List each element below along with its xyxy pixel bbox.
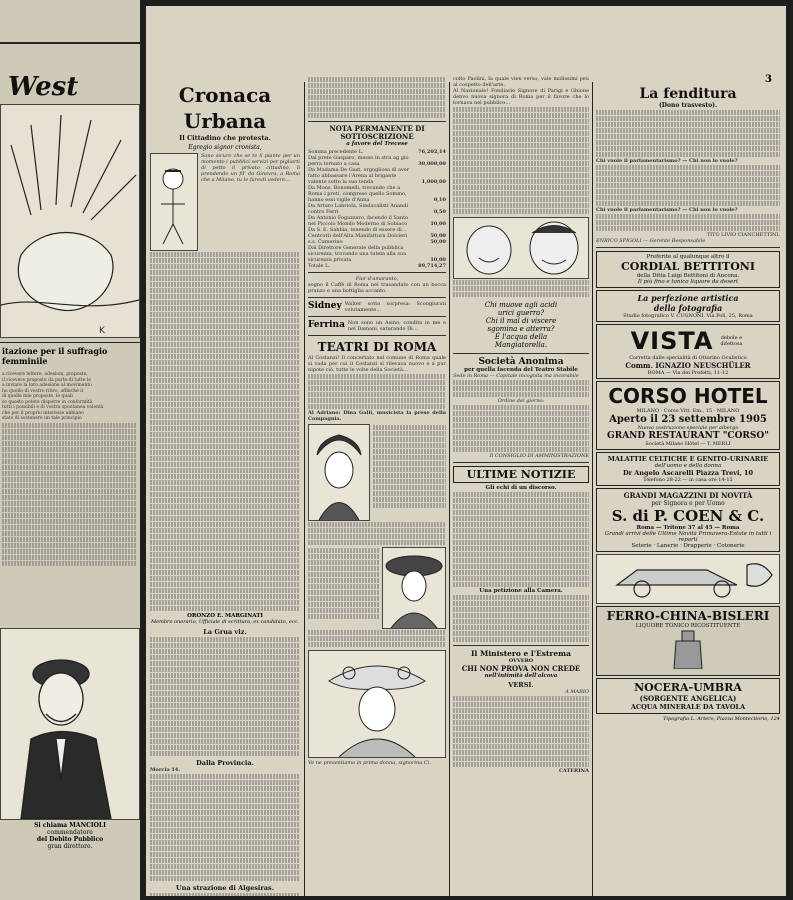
caricature-faces-illustration <box>454 218 588 278</box>
cronaca-section-algesiras: Una strazione di Algesiras. <box>176 884 274 892</box>
left-header-title: West <box>8 72 79 102</box>
ad-fotografia: La perfezione artistica della fotografia Studio fotografico V. CUGNONI, Via Poli, 25, Roma <box>596 290 780 322</box>
column-sottoscrizione <box>308 76 446 896</box>
column-notizie: colto Paolini, la quale vien verso, vale molissimi peù al cospetto dell'arte. Al Nazionale! Fondiarie Signore di Parigi e Ghione denvo nuova signora di Roma per il favore che lo tornava nel pubblico… Chi muove agli acidi urici guerra? Chi il mal di viscere sgomina e atterra? È l'acqua della Mangiatorella. Società Anonima per quella facenda del Teatro Stabile Sede in Roma — Capitale incognita ma incorabile Ordine del giorno: Il CONSIGLIO DI AMMINISTRAZIONE ULTIME NOTIZIE Gli echi di un discorso. Una petizione alla Camera. Il Ministero e l'Estrema OVVERO CHI NON PROVA NON CREDE nell'intimità dell'alcova VERSI. A MARIO CATERINA <box>453 76 589 774</box>
ledger-label: hanno essi vigile d'Anna <box>308 197 370 203</box>
left-page <box>0 0 140 900</box>
ferrina-block: Ferrina Non sono un Asino; condita in me e nel Damani, saturando Di… <box>308 320 446 332</box>
two-men-cartoon <box>453 217 589 279</box>
ledger-value: 50,00 <box>430 233 446 239</box>
left-top-rule <box>0 42 140 44</box>
cronaca-signature: ORONZO E. MARGINATI Membro onorario, Ufficiale di scrittura, ex candidato, ecc. <box>151 613 299 625</box>
ledger-value: 1,000,00 <box>421 179 446 185</box>
ad-vista: VISTA debole e difettosa Corretta dalle specialità di Ottorino Oculistico Comm. IGNAZIO NEUSCHÜLER ROMA — Via dei Prefetti, 11-12 <box>596 324 780 379</box>
teatri-text: Al Costanzi! Il concertato nel comune di Roma quale si vada per cui il Costanzi si rilevava nuovo e a pur nipote ciò, tutte le volte della Società… <box>308 355 446 373</box>
ledger-label: Roma i preti, compreso quello Sommo, <box>308 191 407 197</box>
bottle-icon <box>658 629 718 669</box>
fenditura-title: La fenditura <box>639 86 737 102</box>
ledger-value: 30,000,00 <box>418 161 446 167</box>
ultime-notizie-title: ULTIME NOTIZIE <box>453 466 589 483</box>
ad-nocera-umbra: NOCERA-UMBRA (SORGENTE ANGELICA) ACQUA MINERALE DA TAVOLA <box>596 678 780 714</box>
newspaper-page <box>146 6 786 896</box>
left-cartoon-figure <box>0 104 140 338</box>
ledger-label: Totale L. <box>308 263 331 269</box>
ledger-row <box>308 263 446 269</box>
motorcar-illustration <box>597 555 779 603</box>
ledger-value: 76,202,14 <box>418 149 446 155</box>
cronaca-title: Cronaca Urbana <box>178 83 272 133</box>
column-cronaca-urbana: Cronaca Urbana Il Cittadino che protesta. Egregio signor cronista, Sono sicuro che se te li piante per un momento i pubblici servizi per pigliarti di petto il privato cittadino, lì prendendo un fil' da Ginevra, a Roma che a Milano, tu le faresti vedere… ORONZO E. MARGINATI Membro onorario, Ufficiale di scrittura, ex candidato, ecc. La Grua viz. Dalla Provincia. Morcia 14. Una strazione di Algesiras. <box>150 82 300 896</box>
feather-headdress-illustration <box>1 105 139 337</box>
column-advertisements: La fenditura (Dono trasvesto). Chi vuole il parlamentarismo? — Chi non lo vuole? Chi vuole il parlamentarismo? — Chi non lo vuole? TITO LIVIO CIANCHETTINI. ENRICO SPIGOLI — Gerente Responsabile Preferite al qualunque altro il CORDIAL BETTITONI della Ditta Luigi Bettitoni di Ancona. Il più fino e tonico liquore da desert La perfezione artistica della fotografia Studio fotografico V. CUGNONI, Via Poli, 25, Roma VISTA debole e difettosa Corretta dalle specialità di Ottorino Oculistico Comm. IGNAZIO NEUSCHÜLER ROMA — Via dei Prefetti, 11-12 CORSO HOTEL MILANO · Corso Vitt. Em., 15 · MILANO Aperto il 23 settembre 1905 Nuova costruzione speciale per albergo GRAND RESTAURANT "CORSO" Società Milano Hôtel — T. MERLI MALATTIE CELTICHE E GENITO-URINARIE dell'uomo e della donna Dr Angelo Ascarelli Piazza Trevi, 10 Telefono 28-22 — in casa ore 14-15 GRANDI MAGAZZINI DI NOVITÀ per Signora e per Uomo S. di P. COEN & C. Roma — Tritone 37 al 45 — Roma Grandi arrivi delle Ultime Novità Primavera-Estate in tutti i reparti Seterie · Lanerie · Drapperie · Cotonerie FERRO-CHINA-BISLERI LIQUORE TONICO RICOSTITUENTE NOCERA-UMBRA (SORGENTE ANGELICA) ACQUA MINERALE DA TAVOLA Tipografia L. Artero, Piazza Montecitorio, 124 <box>596 86 780 722</box>
cronaca-section-provincia: Dalla Provincia. <box>196 759 254 767</box>
nota-ledger <box>308 149 446 269</box>
sidney-block: Sidney Walter sotto sorpresa: Scongiurati volutamente… <box>308 301 446 313</box>
ledger-label: Dal prete Gasparo, messo in stra ag gio <box>308 155 409 161</box>
ledger-label: sicurezza, trovando una tutela alla sua <box>308 251 407 257</box>
printer-footer: Tipografia L. Artero, Piazza Montecitorio, 124 <box>663 716 780 722</box>
ledger-value: 89,714,27 <box>418 263 446 269</box>
cronaca-cartoon <box>150 153 198 251</box>
left-portrait-cartoon <box>0 628 140 820</box>
teatri-adriano: Al Adriano: Dina Galli, musicista la prese della Compagnia. <box>308 410 446 422</box>
man-portrait-illustration <box>1 629 139 819</box>
ledger-label: Centrotti dell'Alta Manifattura Dolcieri <box>308 233 408 239</box>
ad-corso-hotel: CORSO HOTEL MILANO · Corso Vitt. Em., 15 · MILANO Aperto il 23 settembre 1905 Nuova costruzione speciale per albergo GRAND RESTAURANT "CORSO" Società Milano Hôtel — T. MERLI <box>596 381 780 450</box>
fiori-text: sogno il Caffè di Roma nel trasandato con un bocca pranzo e una bottiglia accanto. <box>308 282 446 294</box>
ledger-label: Da Antonio Fogazzaro, facendo il Santo <box>308 215 409 221</box>
ministero-title: Il Ministero e l'Estrema <box>471 649 571 658</box>
ledger-label: fatto abbassare l'Arena al brigante <box>308 173 397 179</box>
fiori-title: Fior d'amaranto, <box>355 276 399 282</box>
ledger-value: 50,00 <box>430 239 446 245</box>
illustration-monogram: K <box>99 326 105 336</box>
ad-cordial-bettitoni: Preferite al qualunque altro il CORDIAL BETTITONI della Ditta Luigi Bettitoni di Ancona. Il più fino e tonico liquore da desert <box>596 251 780 288</box>
left-text-block: a ricevere lettere, adesioni, proposte, il ricevere proposte da parte di tutte le a inviare la loro adesione al movimento ho quello di vostro ritiro, affinché il di quelle mie proposte, le quali se questo potete disporre in conformità tutti i possibili e di vostra spontanea volontà che per il proprio interesse abbiano stato di sostenere un tale principio <box>2 372 136 567</box>
nota-subtitle: a favore del Trecese <box>346 141 408 147</box>
teatri-caption: Ve ne presentiamo in prima donna, signorina Ci. <box>308 760 431 766</box>
ministero-headline: CHI NON PROVA NON CREDE <box>461 664 581 673</box>
ledger-value: 0,10 <box>433 197 446 203</box>
ledger-label: Da S. E. Sabbia, tenendo di essere di… <box>308 227 407 233</box>
ledger-label: valente sotto la sua tenda <box>308 179 374 185</box>
ledger-label: contro Ferri <box>308 209 339 215</box>
mangiatorella-poem: Chi muove agli acidi urici guerra? Chi il mal di viscere sgomina e atterra? È l'acqua della Mangiatorella. <box>484 301 558 349</box>
page-number: 3 <box>765 74 772 85</box>
teatri-portrait-2 <box>382 547 446 629</box>
nota-title: NOTA PERMANENTE DI SOTTOSCRIZIONE <box>329 124 425 141</box>
ledger-label: Da Madama De Gast, orgogliosa di aver <box>308 167 410 173</box>
societa-title: Società Anonima <box>478 357 564 367</box>
teatri-portrait-1 <box>308 424 370 521</box>
ad-car-illustration <box>596 554 780 604</box>
cronaca-section-grua: La Grua viz. <box>203 628 247 636</box>
cronaca-intro: Sono sicuro che se te li piante per un momento i pubblici servizi per pigliarti di petto il privato cittadino, lì prendendo un fil' da Ginevra, a Roma che a Milano, tu le faresti vedere… <box>201 153 300 183</box>
cronaca-subtitle: Il Cittadino che protesta. <box>179 134 271 142</box>
ledger-label: Da Mons. Bonomelli, trovando che a <box>308 185 401 191</box>
teatri-title: TEATRI DI ROMA <box>317 340 437 354</box>
ledger-label: nel Piccolo Mondo Moderno di Sobiaco <box>308 221 408 227</box>
ledger-value: 10,00 <box>430 257 446 263</box>
ledger-label: perra tornato a casa <box>308 161 360 167</box>
ad-ferro-china-bisleri: FERRO-CHINA-BISLERI LIQUORE TONICO RICOSTITUENTE <box>596 606 780 676</box>
ad-grandi-magazzini: GRANDI MAGAZZINI DI NOVITÀ per Signora e per Uomo S. di P. COEN & C. Roma — Tritone 37 al 45 — Roma Grandi arrivi delle Ultime Novità Primavera-Estate in tutti i reparti Seterie · Lanerie · Drapperie · Cotonerie <box>596 488 780 552</box>
ledger-label: Somma precedente L. <box>308 149 364 155</box>
ledger-label: Dal Direttore Generale della pubblica <box>308 245 404 251</box>
hat-lady-illustration <box>383 548 445 628</box>
ledger-label: sicurezza privata <box>308 257 352 263</box>
small-figure-illustration <box>151 154 197 250</box>
ledger-label: Da Arturo Labriola, Sindacalisti Anandi <box>308 203 409 209</box>
actress-portrait-illustration <box>309 425 369 520</box>
left-caption: Si chiama MANCIOLI commendatore del Debito Pubblico gran direttore. <box>34 822 106 850</box>
left-section-title: itazione per il suffragio femminile <box>2 346 108 366</box>
ledger-value: 10,00 <box>430 221 446 227</box>
ad-malattie: MALATTIE CELTICHE E GENITO-URINARIE dell'uomo e della donna Dr Angelo Ascarelli Piazza Trevi, 10 Telefono 28-22 — in casa ore 14-15 <box>596 452 780 486</box>
ledger-value: 0,50 <box>433 209 446 215</box>
large-hat-lady-illustration <box>309 651 445 757</box>
societa-subtitle: per quella facenda del Teatro Stabile <box>464 367 578 373</box>
teatri-portrait-3 <box>308 650 446 758</box>
ledger-label: s.s. Camerino <box>308 239 343 245</box>
